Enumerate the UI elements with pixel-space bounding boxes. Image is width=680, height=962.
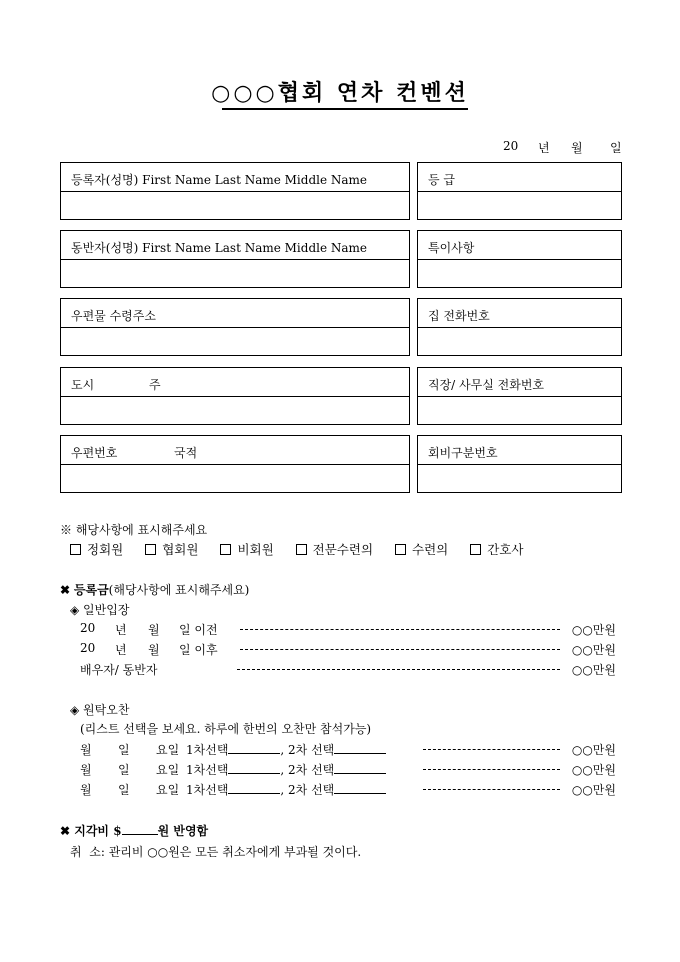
home-phone-input[interactable]: [418, 328, 621, 355]
fee-day-text: 일 이후: [179, 643, 218, 657]
special-notes-input[interactable]: [418, 260, 621, 287]
mailing-address-label: 우편물 수령주소: [61, 299, 409, 328]
dash-leader: [423, 749, 560, 750]
category-note: ※ 해당사항에 표시해주세요: [60, 523, 208, 537]
category-option[interactable]: [70, 540, 123, 558]
work-phone-box: [417, 367, 622, 425]
lunch-row: [80, 761, 616, 777]
late-fee-blank[interactable]: [122, 824, 158, 835]
currency-symbol: $: [113, 824, 122, 838]
second-choice-blank[interactable]: [334, 783, 386, 794]
cancellation-line: [70, 843, 361, 860]
checkbox[interactable]: [470, 544, 481, 555]
second-choice-label: , 2차 선택: [280, 783, 335, 797]
work-phone-input[interactable]: [418, 397, 621, 424]
nationality-label: 국적: [174, 446, 198, 460]
member-no-label: 회비구분번호: [418, 436, 621, 465]
first-choice-blank[interactable]: [228, 743, 280, 754]
cancel-text: 관리비 ○○원은 모든 취소자에게 부과될 것이다.: [108, 845, 362, 859]
second-choice-label: , 2차 선택: [280, 743, 335, 757]
special-notes-label: 특이사항: [418, 231, 621, 260]
category-option[interactable]: [296, 540, 373, 558]
fee-month-unit: 월: [148, 623, 160, 637]
category-option[interactable]: [145, 540, 198, 558]
category-option[interactable]: [395, 540, 448, 558]
title-underline: [222, 108, 468, 110]
first-choice-label: 1차선택: [186, 783, 229, 797]
home-phone-label: 집 전화번호: [418, 299, 621, 328]
option-label: 간호사: [487, 542, 524, 557]
fee-day-text: 일 이전: [179, 623, 218, 637]
grade-box: [417, 162, 622, 220]
fee-year: 20: [80, 621, 96, 635]
lunch-day-unit: 일: [118, 763, 130, 777]
checkbox[interactable]: [145, 544, 156, 555]
category-options: [70, 540, 541, 558]
lunch-dow: 요일: [156, 743, 180, 757]
grade-input[interactable]: [418, 192, 621, 219]
lunch-month-unit: 월: [80, 783, 92, 797]
city-state-box: [60, 367, 410, 425]
fees-heading: [60, 581, 249, 598]
date-year: 20: [503, 139, 519, 153]
checkbox[interactable]: [70, 544, 81, 555]
lunch-day-unit: 일: [118, 783, 130, 797]
late-fee-line: [60, 822, 208, 839]
lunch-amount: ○○만원: [571, 743, 616, 757]
general-admission-title: ◈ 일반입장: [70, 603, 130, 617]
city-state-input[interactable]: [61, 397, 409, 424]
option-label: 수련의: [412, 542, 449, 557]
grade-label: 등 급: [418, 163, 621, 192]
dash-leader: [423, 789, 560, 790]
city-label: 도시: [71, 378, 95, 392]
option-label: 비회원: [237, 542, 274, 557]
registrant-box: [60, 162, 410, 220]
mailing-address-input[interactable]: [61, 328, 409, 355]
lunch-row: [80, 741, 616, 757]
lunch-amount: ○○만원: [571, 763, 616, 777]
roundtable-lunch-note: (리스트 선택을 보세요. 하루에 한번의 오찬만 참석가능): [80, 722, 372, 736]
fee-amount: ○○만원: [571, 643, 616, 657]
lunch-choices: [186, 741, 386, 758]
fee-month-unit: 월: [148, 643, 160, 657]
companion-input[interactable]: [61, 260, 409, 287]
postal-nationality-input[interactable]: [61, 465, 409, 492]
lunch-month-unit: 월: [80, 743, 92, 757]
fee-amount: ○○만원: [571, 623, 616, 637]
lunch-dow: 요일: [156, 763, 180, 777]
category-option[interactable]: [220, 540, 273, 558]
second-choice-label: , 2차 선택: [280, 763, 335, 777]
companion-box: [60, 230, 410, 288]
lunch-choices: [186, 761, 386, 778]
member-no-box: [417, 435, 622, 493]
first-choice-blank[interactable]: [228, 783, 280, 794]
home-phone-box: [417, 298, 622, 356]
fee-row: [80, 661, 616, 677]
option-label: 협회원: [162, 542, 199, 557]
first-choice-blank[interactable]: [228, 763, 280, 774]
date-day-unit: 일: [610, 141, 622, 155]
fees-heading-bold: 등록금: [73, 583, 109, 597]
option-label: 전문수련의: [312, 542, 374, 557]
postal-nationality-box: [60, 435, 410, 493]
lunch-amount: ○○만원: [571, 783, 616, 797]
first-choice-label: 1차선택: [186, 743, 229, 757]
lunch-row: [80, 781, 616, 797]
companion-label: 동반자(성명) First Name Last Name Middle Name: [61, 231, 409, 260]
mark-icon: ✖: [60, 824, 71, 838]
second-choice-blank[interactable]: [334, 763, 386, 774]
lunch-day-unit: 일: [118, 743, 130, 757]
option-label: 정회원: [87, 542, 124, 557]
checkbox[interactable]: [395, 544, 406, 555]
city-state-label-row: [61, 368, 409, 397]
date-year-unit: 년: [538, 141, 550, 155]
fee-row: [80, 641, 616, 657]
fee-label: 배우자/ 동반자: [80, 663, 158, 677]
mark-icon: ✖: [60, 583, 71, 597]
fee-row: [80, 621, 616, 637]
postal-nationality-label-row: [61, 436, 409, 465]
fee-year-unit: 년: [115, 623, 127, 637]
first-choice-label: 1차선택: [186, 763, 229, 777]
dash-leader: [240, 649, 560, 650]
work-phone-label: 직장/ 사무실 전화번호: [418, 368, 621, 397]
fee-year-unit: 년: [115, 643, 127, 657]
registrant-label: 등록자(성명) First Name Last Name Middle Name: [61, 163, 409, 192]
late-fee-suffix: 원 반영함: [157, 824, 209, 838]
dash-leader: [237, 669, 560, 670]
special-notes-box: [417, 230, 622, 288]
state-label: 주: [149, 378, 161, 392]
fee-year: 20: [80, 641, 96, 655]
cancel-label: 취 소:: [70, 845, 105, 859]
fee-amount: ○○만원: [571, 663, 616, 677]
lunch-choices: [186, 781, 386, 798]
dash-leader: [423, 769, 560, 770]
member-no-input[interactable]: [418, 465, 621, 492]
category-option[interactable]: [470, 540, 523, 558]
lunch-dow: 요일: [156, 783, 180, 797]
registrant-input[interactable]: [61, 192, 409, 219]
checkbox[interactable]: [220, 544, 231, 555]
second-choice-blank[interactable]: [334, 743, 386, 754]
page-title: ○○○협회 연차 컨벤션: [211, 80, 469, 106]
roundtable-lunch-title: ◈ 원탁오찬: [70, 703, 130, 717]
late-fee-label: 지각비: [74, 824, 110, 838]
dash-leader: [240, 629, 560, 630]
mailing-address-box: [60, 298, 410, 356]
checkbox[interactable]: [296, 544, 307, 555]
fees-heading-rest: (해당사항에 표시해주세요): [108, 583, 250, 597]
postal-code-label: 우편번호: [71, 446, 118, 460]
date-month-unit: 월: [571, 141, 583, 155]
lunch-month-unit: 월: [80, 763, 92, 777]
